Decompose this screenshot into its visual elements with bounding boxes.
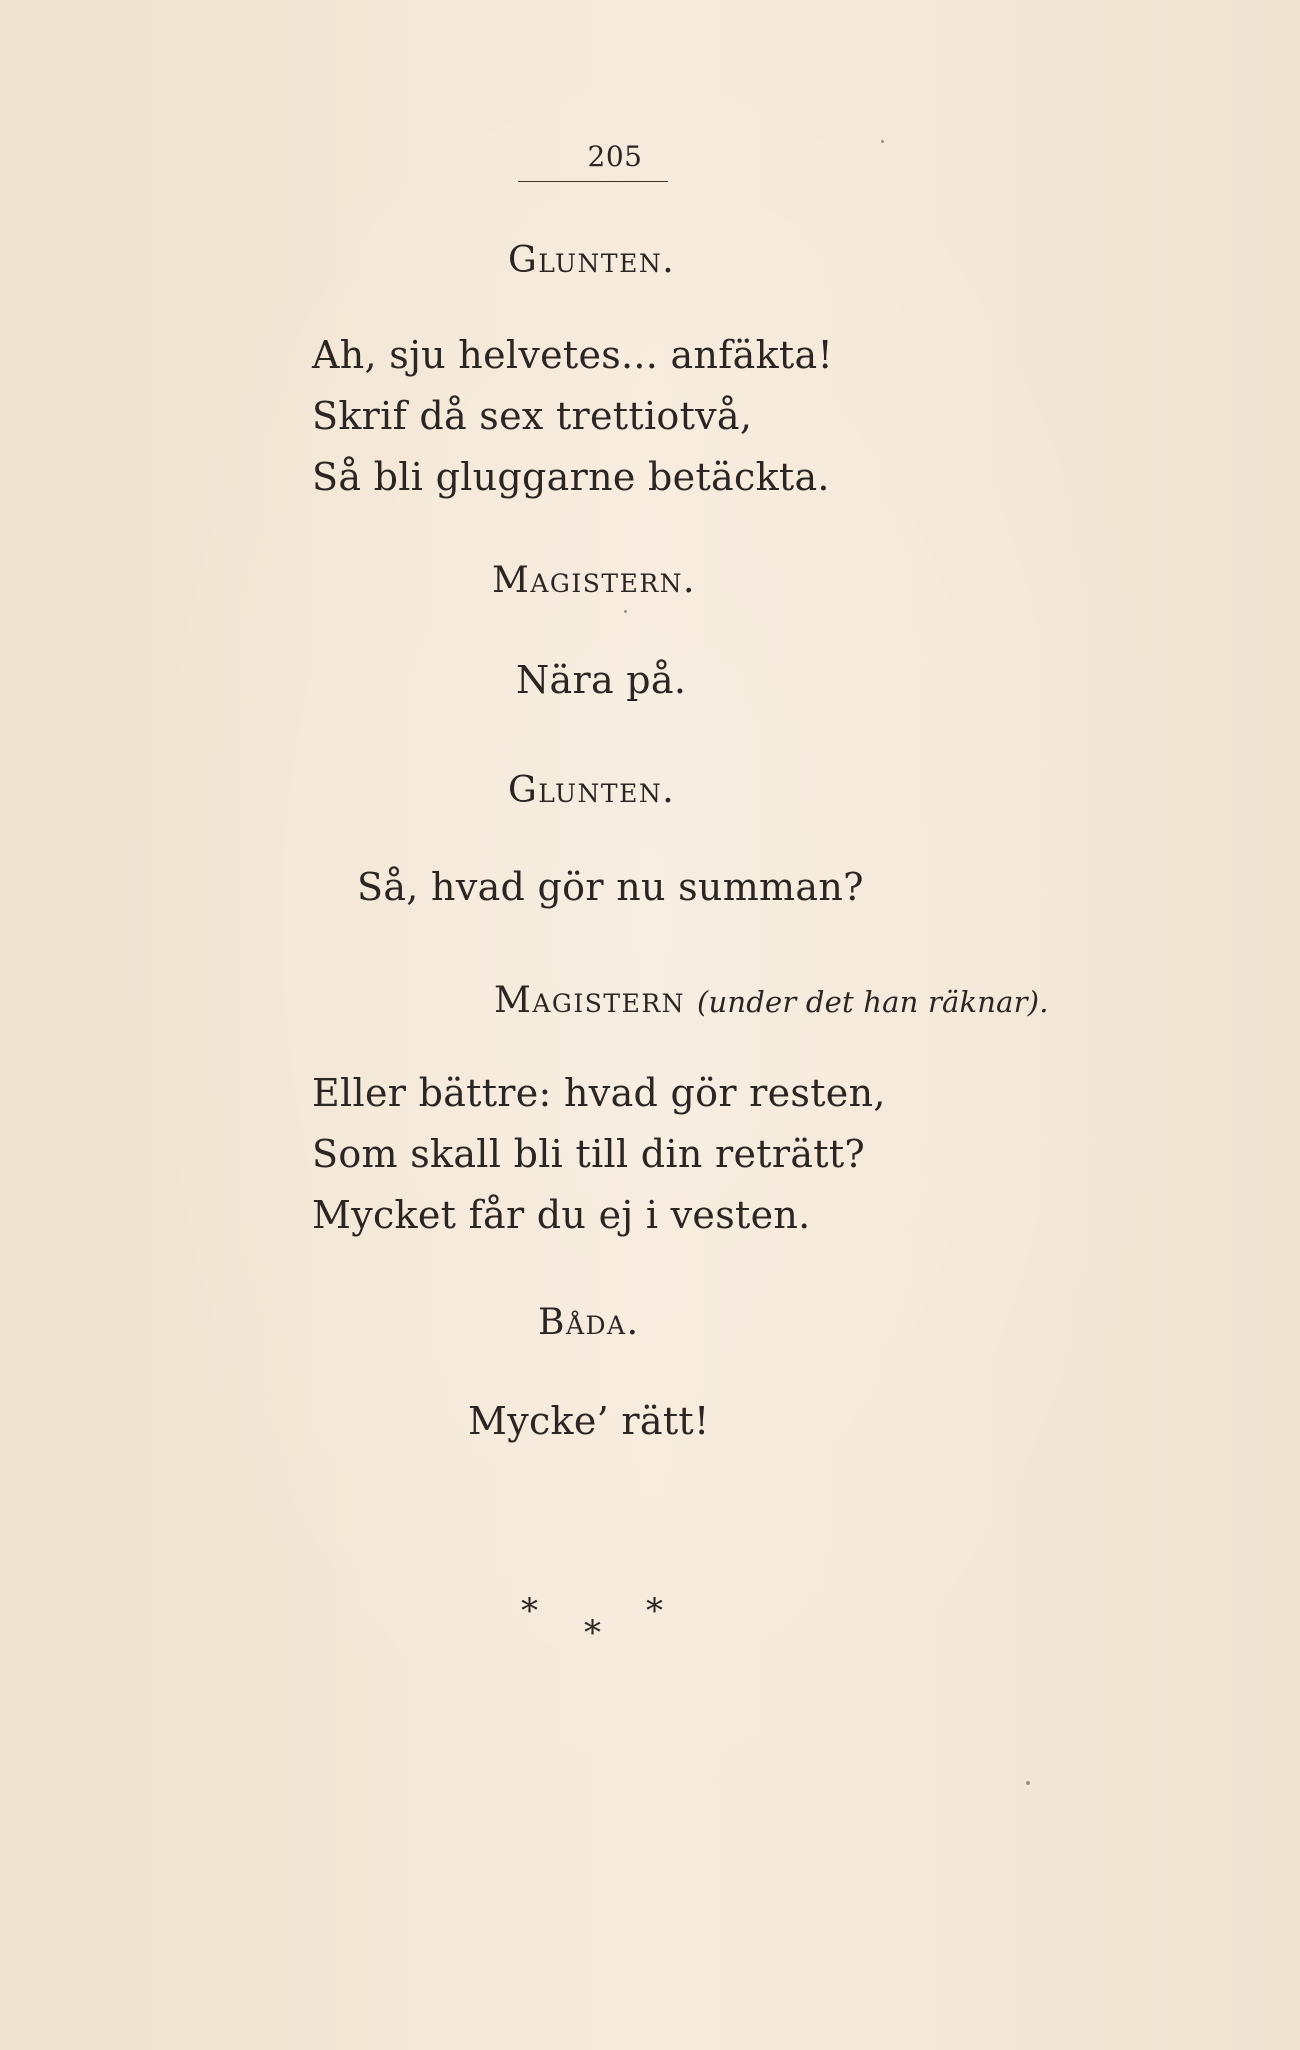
verse-line: Skrif då sex trettiotvå,: [312, 394, 753, 438]
verse-line: Så bli gluggarne betäckta.: [312, 455, 830, 499]
verse-line: Som skall bli till din reträtt?: [312, 1132, 866, 1176]
ornament-asterisk: *: [521, 1591, 538, 1631]
ornament-asterisk: *: [646, 1591, 663, 1631]
verse-line: Nära på.: [516, 658, 687, 702]
ornament-asterisk: *: [584, 1613, 601, 1653]
speaker-heading: Magistern.: [492, 560, 696, 601]
verse-line: Mycket får du ej i vesten.: [312, 1193, 811, 1237]
page-number-rule: [518, 181, 668, 182]
paper-speck: [1026, 1781, 1030, 1785]
speaker-heading: Båda.: [538, 1302, 640, 1343]
paper-speck: [881, 140, 884, 143]
page-number: 205: [587, 140, 643, 173]
stage-direction: (under det han räknar).: [697, 985, 1049, 1019]
verse-line: Ah, sju helvetes... anfäkta!: [312, 333, 834, 377]
verse-line: Så, hvad gör nu summan?: [357, 865, 864, 909]
paper-speck: [624, 610, 627, 613]
speaker-heading: Glunten.: [508, 240, 676, 281]
speaker-heading-with-direction: [494, 980, 1049, 1021]
speaker-heading: Glunten.: [508, 770, 676, 811]
verse-line: Mycke’ rätt!: [468, 1399, 710, 1443]
verse-line: Eller bättre: hvad gör resten,: [312, 1071, 886, 1115]
speaker-name: Magistern: [494, 980, 686, 1021]
